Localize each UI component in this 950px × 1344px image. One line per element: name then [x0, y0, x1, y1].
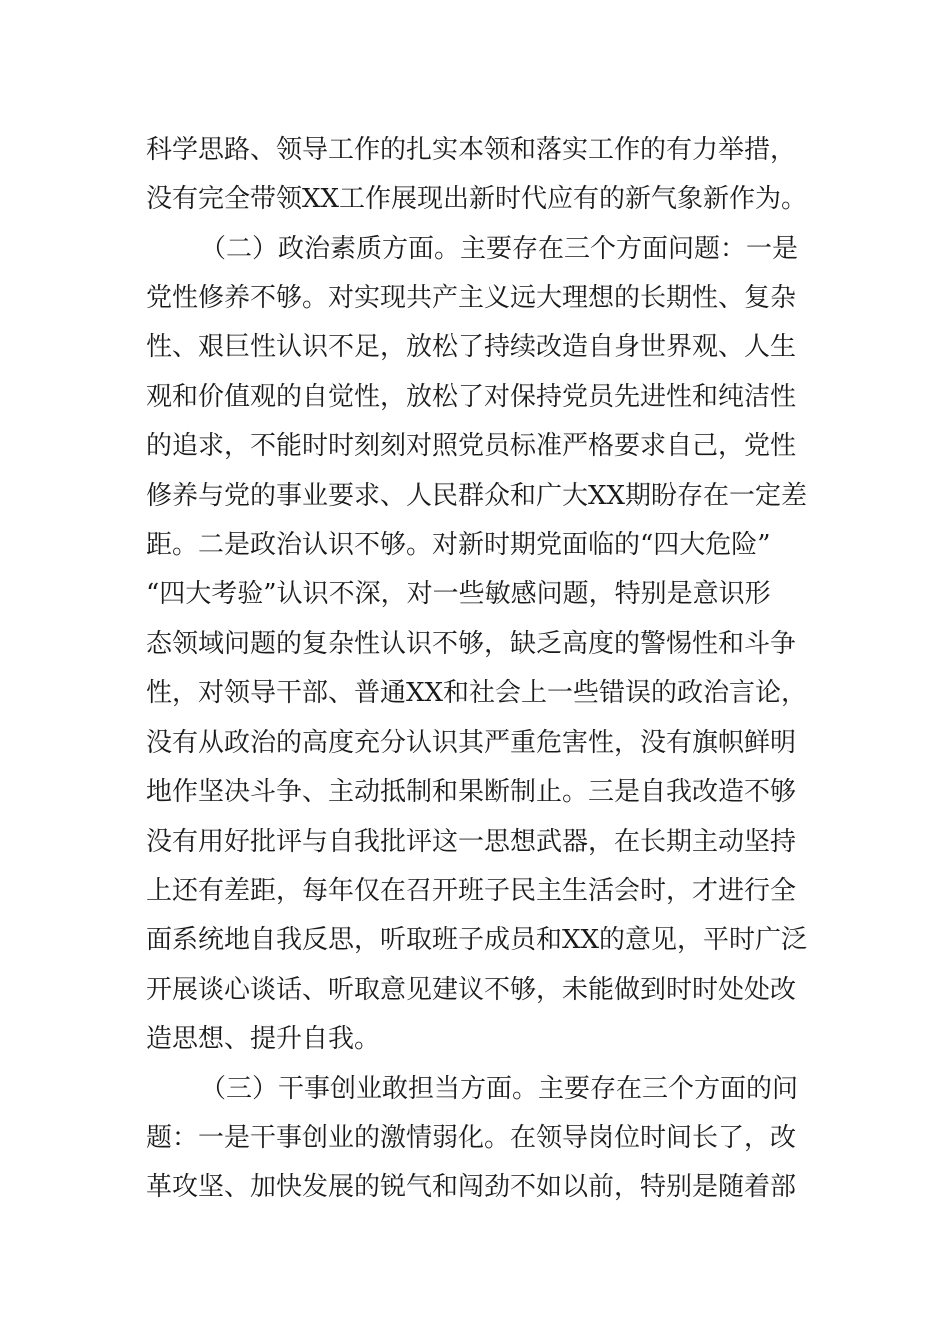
text-line: 造思想、提升自我。	[146, 1024, 381, 1054]
text-line: 上还有差距，每年仅在召开班子民主生活会时，才进行全	[146, 876, 797, 906]
text-line: 没有从政治的高度充分认识其严重危害性，没有旗帜鲜明	[146, 728, 797, 758]
text-line: 态领域问题的复杂性认识不够，缺乏高度的警惕性和斗争	[146, 629, 797, 659]
text-line: 修养与党的事业要求、人民群众和广大XX期盼存在一定差	[146, 481, 808, 511]
text-line: （三）干事创业敢担当方面。主要存在三个方面的问	[200, 1074, 799, 1104]
text-line: 面系统地自我反思，听取班子成员和XX的意见，平时广泛	[146, 925, 808, 955]
text-line: 开展谈心谈话、听取意见建议不够，未能做到时时处处改	[146, 975, 797, 1005]
text-line: 的追求，不能时时刻刻对照党员标准严格要求自己，党性	[146, 431, 797, 461]
text-line: （二）政治素质方面。主要存在三个方面问题：一是	[200, 234, 799, 264]
text-line: 性、艰巨性认识不足，放松了持续改造自身世界观、人生	[146, 332, 797, 362]
text-line: 科学思路、领导工作的扎实本领和落实工作的有力举措，	[146, 135, 797, 165]
text-line: 性，对领导干部、普通XX和社会上一些错误的政治言论，	[146, 678, 808, 708]
text-line: 没有完全带领XX工作展现出新时代应有的新气象新作为。	[146, 184, 808, 214]
text-line: 观和价值观的自觉性，放松了对保持党员先进性和纯洁性	[146, 382, 797, 412]
text-line: 党性修养不够。对实现共产主义远大理想的长期性、复杂	[146, 283, 797, 313]
text-line: 距。二是政治认识不够。对新时期党面临的“四大危险”	[146, 530, 771, 560]
text-line: 没有用好批评与自我批评这一思想武器，在长期主动坚持	[146, 827, 797, 857]
text-line: “四大考验”认识不深，对一些敏感问题，特别是意识形	[146, 579, 771, 609]
text-line: 题：一是干事创业的激情弱化。在领导岗位时间长了，改	[146, 1123, 797, 1153]
text-line: 革攻坚、加快发展的锐气和闯劲不如以前，特别是随着部	[146, 1172, 797, 1202]
text-line: 地作坚决斗争、主动抵制和果断制止。三是自我改造不够	[146, 777, 797, 807]
